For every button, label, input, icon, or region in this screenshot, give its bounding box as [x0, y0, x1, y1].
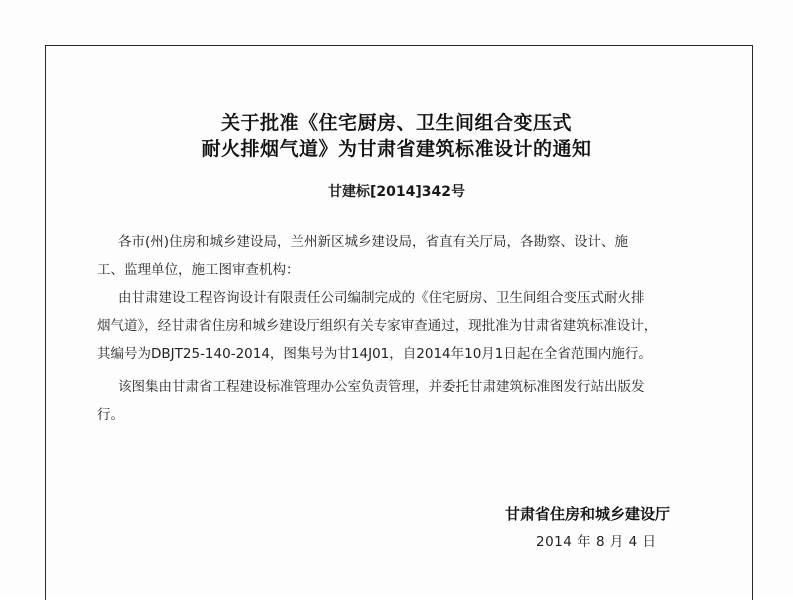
- notice-title-line-2: 耐火排烟气道》为甘肃省建筑标准设计的通知: [201, 138, 592, 160]
- issue-date: 2014 年 8 月 4 日: [536, 534, 657, 550]
- body-line-7: 行。: [97, 407, 124, 423]
- body-line-2: 工、监理单位，施工图审查机构：: [97, 262, 300, 278]
- body-line-3: 由甘肃建设工程咨询设计有限责任公司编制完成的《住宅厨房、卫生间组合变压式耐火排: [118, 290, 645, 306]
- body-line-5: 其编号为DBJT25-140-2014，图集号为甘14J01，自2014年10月1日起在全省范围内施行。: [97, 346, 652, 362]
- body-line-6: 该图集由甘肃省工程建设标准管理办公室负责管理，并委托甘肃建筑标准图发行站出版发: [118, 379, 645, 395]
- body-line-4: 烟气道》，经甘肃省住房和城乡建设厅组织有关专家审查通过，现批准为甘肃省建筑标准设计，: [97, 318, 658, 334]
- issuer-signature: 甘肃省住房和城乡建设厅: [505, 505, 671, 523]
- document-number: 甘建标[2014]342号: [328, 184, 465, 200]
- body-line-1: 各市(州)住房和城乡建设局，兰州新区城乡建设局，省直有关厅局，各勘察、设计、施: [118, 234, 629, 250]
- notice-title-line-1: 关于批准《住宅厨房、卫生间组合变压式: [220, 112, 572, 134]
